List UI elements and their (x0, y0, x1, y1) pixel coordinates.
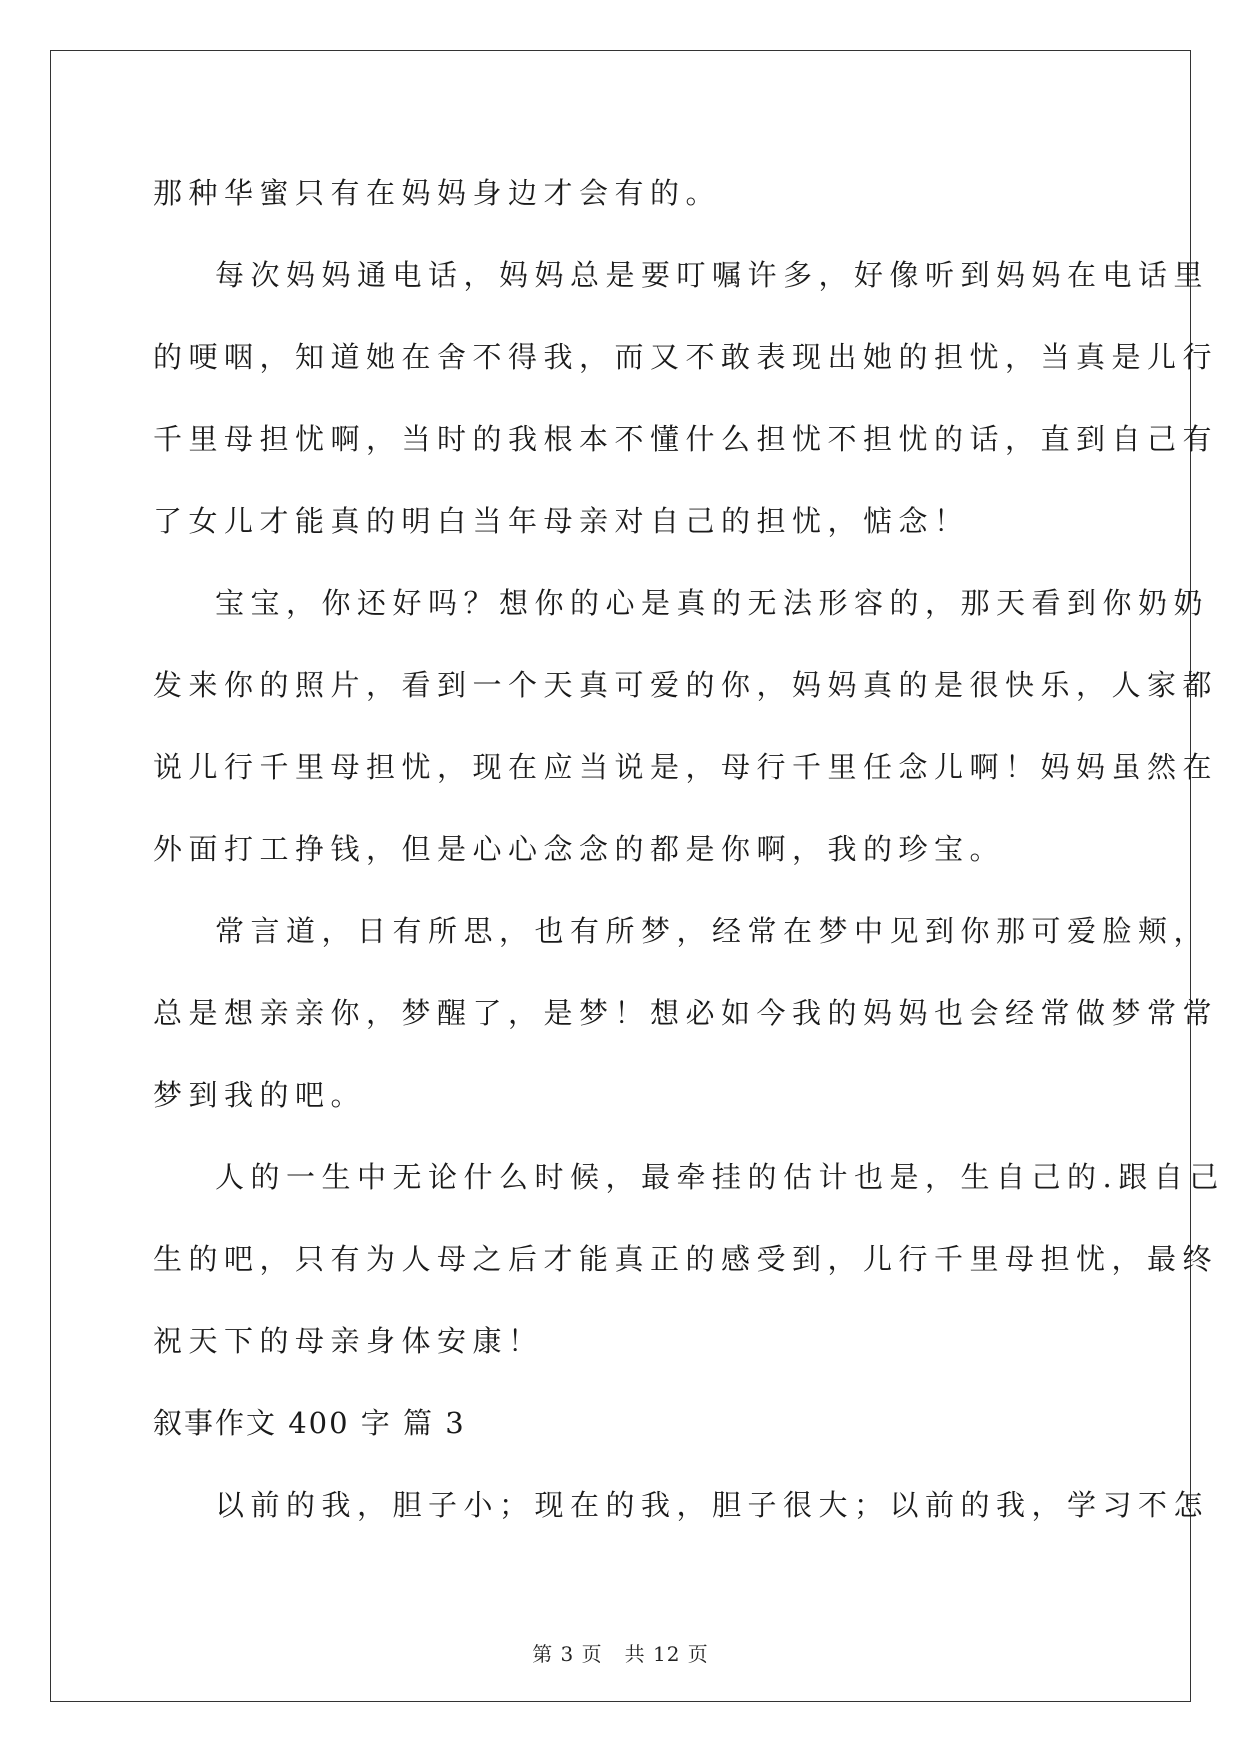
paragraph-start-line: 每次妈妈通电话，妈妈总是要叮嘱许多，好像听到妈妈在电话里 (215, 258, 1210, 292)
paragraph-start-line: 人的一生中无论什么时候，最牵挂的估计也是，生自己的.跟自己 (215, 1160, 1225, 1194)
page-number: 第 3 页 (532, 1642, 603, 1666)
text-line: 说儿行千里母担忧，现在应当说是，母行千里任念儿啊！妈妈虽然在 (153, 750, 1219, 784)
text-line: 梦到我的吧。 (153, 1078, 367, 1112)
text-line: 发来你的照片，看到一个天真可爱的你，妈妈真的是很快乐，人家都 (153, 668, 1219, 702)
text-line: 生的吧，只有为人母之后才能真正的感受到，儿行千里母担忧，最终 (153, 1242, 1219, 1276)
document-body (153, 165, 1225, 1559)
section-heading: 叙事作文 400 字 篇 3 (153, 1406, 466, 1440)
text-line: 的哽咽，知道她在舍不得我，而又不敢表现出她的担忧，当真是儿行 (153, 340, 1219, 374)
text-line: 总是想亲亲你，梦醒了，是梦！想必如今我的妈妈也会经常做梦常常 (153, 996, 1219, 1030)
text-line: 千里母担忧啊，当时的我根本不懂什么担忧不担忧的话，直到自己有 (153, 422, 1219, 456)
text-line: 了女儿才能真的明白当年母亲对自己的担忧，惦念！ (153, 504, 970, 538)
text-line: 祝天下的母亲身体安康！ (153, 1324, 544, 1358)
text-line: 那种华蜜只有在妈妈身边才会有的。 (153, 176, 722, 210)
paragraph-start-line: 以前的我，胆子小；现在的我，胆子很大；以前的我，学习不怎 (215, 1488, 1210, 1522)
total-pages: 共 12 页 (624, 1642, 709, 1666)
text-line: 外面打工挣钱，但是心心念念的都是你啊，我的珍宝。 (153, 832, 1006, 866)
paragraph-start-line: 常言道，日有所思，也有所梦，经常在梦中见到你那可爱脸颊， (215, 914, 1210, 948)
page-footer (0, 1638, 1241, 1667)
paragraph-start-line: 宝宝，你还好吗？想你的心是真的无法形容的，那天看到你奶奶 (215, 586, 1210, 620)
